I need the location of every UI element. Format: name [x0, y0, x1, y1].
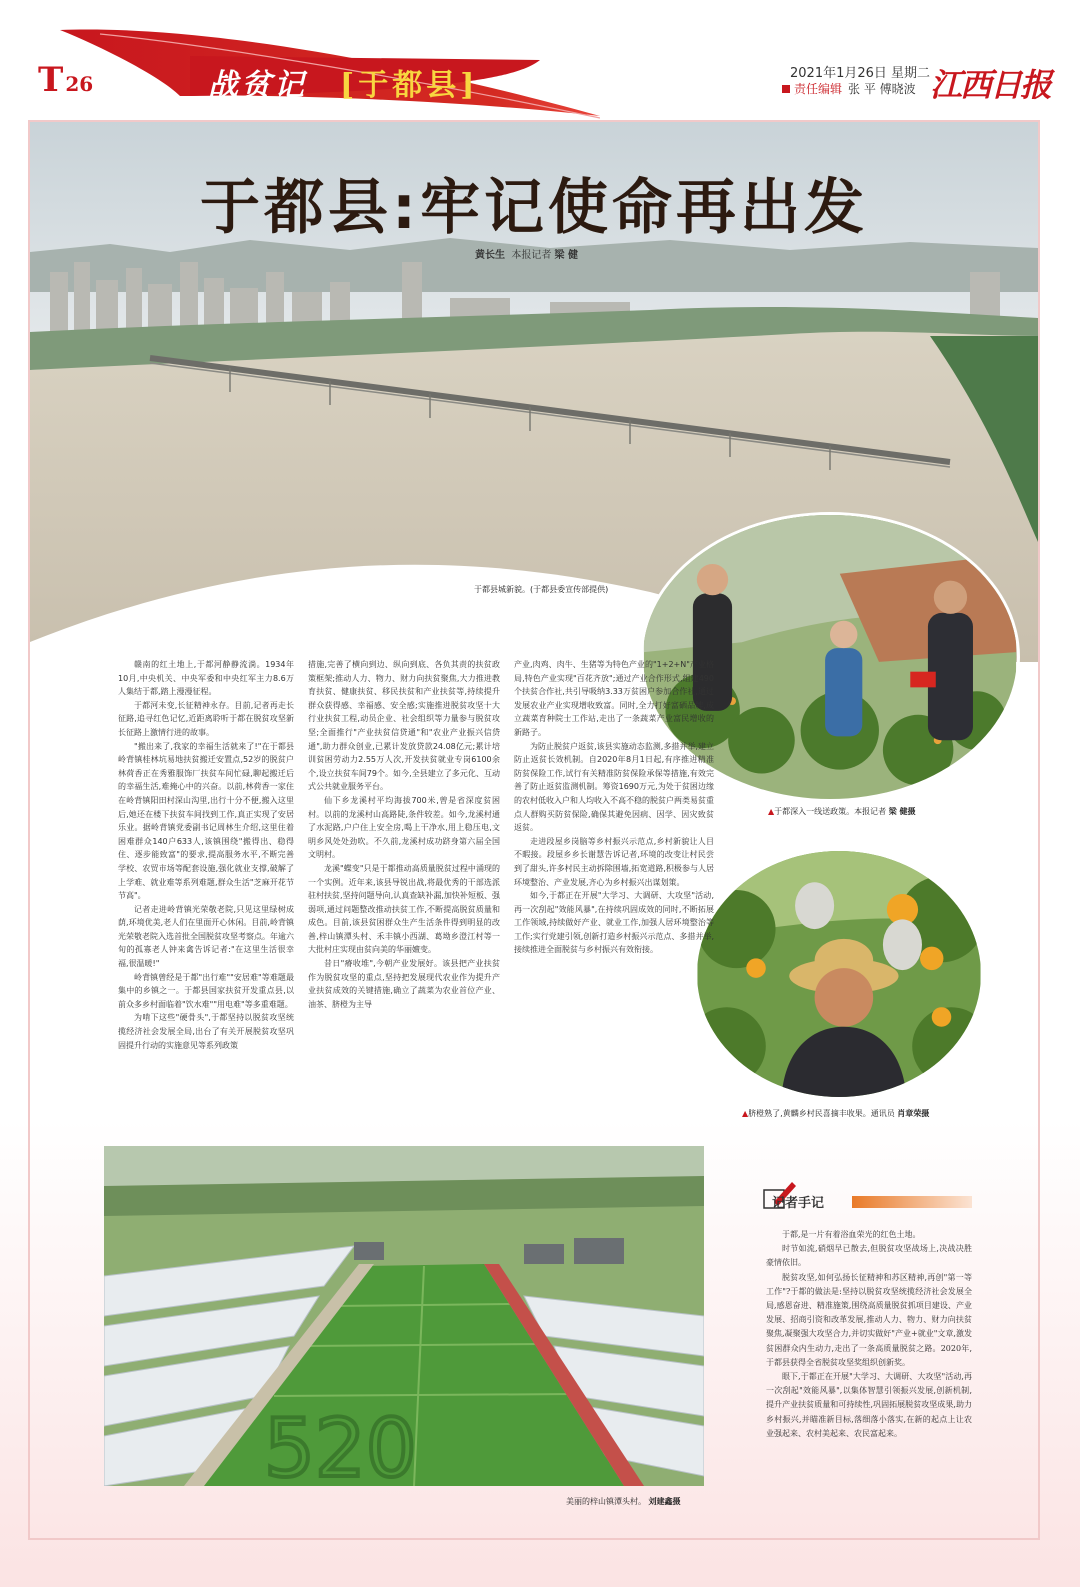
caption-village-aerial: 美丽的梓山镇潭头村。 刘建鑫摄 [566, 1497, 681, 1506]
paragraph: 为啃下这些"硬骨头",于都坚持以脱贫攻坚统揽经济社会发展全局,出台了有关开展脱贫攻坚巩固提升行动的实施意见等系列政策 [118, 1013, 294, 1050]
paragraph: 昔日"瘠收堆",今朝产业发展好。该县把产业扶贫作为脱贫攻坚的重点,坚持把发展现代农业作为提升产业扶贫成效的关键措施,确立了蔬菜为农业首位产业、油茶、脐橙为主导 [308, 959, 500, 1009]
section-title: [于都县] [340, 68, 479, 103]
paragraph: 走进段屋乡岗脑等乡村振兴示范点,乡村新貌让人目不暇接。段屋乡乡长谢慧告诉记者,环境的改变让村民尝到了甜头,许多村民主动拆除围墙,拓宽道路,积极参与人居环境整治、产业发展,齐心为乡村振兴出谋划策。 [514, 836, 714, 887]
reporter-note-title: 记者手记 [772, 1196, 825, 1211]
article-column-3 [514, 658, 714, 1098]
bullet-square-icon [782, 85, 790, 93]
paragraph: 脱贫攻坚,如何弘扬长征精神和苏区精神,再创"第一等工作"?于都的做法是:坚持以脱贫攻坚统揽经济社会发展全局,感恩奋进、精准施策,围绕高质量脱贫抓项目建设、产业发展、招商引资和改革发展,推动人力、物力、财力向扶贫聚焦,凝聚强大攻坚合力,并切实做好"产业+就业"文章,激发贫困群众内生动力,走出了一条高质量脱贫之路。2020年,于都县获得全省脱贫攻坚奖组织创新奖。 [766, 1272, 972, 1367]
paragraph: 岭背镇曾经是于都"出行难""安居难"等难题最集中的乡镇之一。于都县国家扶贫开发重点县,以前众多乡村面临着"饮水难""用电难"等多重难题。 [118, 972, 294, 1009]
caption-policy-visit: ▲于都深入一线送政策。本报记者 梁 健摄 [768, 807, 916, 816]
editor-credit: 责任编辑 张 平 傅晓波 [782, 80, 916, 97]
reporter-note-body [766, 1228, 972, 1488]
column-title: 战贫记 [208, 68, 307, 103]
issue-date: 2021年1月26日 星期二 [790, 66, 931, 81]
paragraph: 赣南的红土地上,于都河静静流淌。1934年10月,中央机关、中央军委和中央红军主力8.6万人集结于都,踏上漫漫征程。 [118, 660, 294, 697]
paragraph: 仙下乡龙溪村平均海拔700米,曾是省深度贫困村。以前的龙溪村山高路陡,条件较差。如今,龙溪村通了水泥路,户户住上安全房,喝上干净水,用上稳压电,文明乡风处处劲吹。不久前,龙溪村成功跻身第六届全国文明村。 [308, 795, 500, 860]
paragraph: 为防止脱贫户返贫,该县实施动态监测,多措并举,建立防止返贫长效机制。自2020年8月1日起,有序推进精准防贫保险工作,试行有关精准防贫保险承保等措施,有效完善了防止返贫监测机制。筹资1690万元,为处于贫困边缘的农村低收入户和人均收入不高不稳的脱贫户两类易贫重点人群购买防贫保险,确保其避免因病、因学、因灾致贫返贫。 [514, 741, 714, 833]
paragraph: 时节如流,硝烟早已散去,但脱贫攻坚战场上,决战决胜豪情依旧。 [766, 1244, 972, 1268]
paragraph: 产业,肉鸡、肉牛、生猪等为特色产业的"1+2+N"产业格局,特色产业实现"百花齐放";通过产业合作形式,组建490个扶贫合作社,共引导吸纳3.33万贫困户参加合作社,通过发展农业产业实现增收致富。同时,全力打好富硒品牌,成立蔬菜育种院士工作站,走出了一条蔬菜产业富民增收的新路子。 [514, 660, 714, 737]
paragraph: 于都河未变,长征精神永存。目前,记者再走长征路,追寻红色记忆,近距离聆听于都在脱贫攻坚新长征路上激情行进的故事。 [118, 700, 294, 737]
field-520-text: 520 [264, 1402, 417, 1486]
hero-caption: 于都县城新貌。(于都县委宣传部提供) [474, 585, 609, 594]
page-header [0, 0, 1080, 112]
caption-triangle-icon: ▲ [768, 807, 775, 816]
paragraph: 如今,于都正在开展"大学习、大调研、大攻坚"活动,再一次刮起"效能风暴",在持续巩固成效的同时,不断拓展工作领域,持续做好产业、就业工作,加强人居环境整治等工作;实行党建引领,创新打造乡村振兴示范点、多措并举,接续推进全面脱贫与乡村振兴有效衔接。 [514, 891, 714, 955]
photo-village-aerial [104, 1146, 704, 1486]
paragraph: 记者走进岭背镇光荣敬老院,只见这里绿树成荫,环境优美,老人们在里面开心休闲。目前,岭背镇光荣敬老院入选首批全国脱贫攻坚考察点。年逾六旬的孤寡老人钟来禽告诉记者:"在这里生活很幸福,很温暖!" [118, 904, 294, 969]
paragraph: "搬出来了,我家的幸福生活就来了!"在于都县岭背镇桂林坑易地扶贫搬迁安置点,52岁的脱贫户林荷香正在秀雅服饰厂扶贫车间忙碌,聊起搬迁后的幸福生活,难掩心中的兴奋。以前,林荷香一家住在岭背镇阳田村深山沟里,出行十分不便,搬入这里后,她还在楼下扶贫车间找到工作,真正实现了安居乐业。据岭背镇党委副书记周林生介绍,这里住着困难群众140户633人,该镇围绕"搬得出、稳得住、逐步能致富"的要求,提高服务水平,不断完善学校、农贸市场等配套设施,强化就业支撑,破解了上学难、就业难等系列难题,群众生活"芝麻开花节节高"。 [118, 741, 294, 901]
caption-orange-harvest: ▲脐橙熟了,黄麟乡村民喜摘丰收果。通讯员 肖章荣摄 [742, 1109, 930, 1118]
reporter-note-bar [852, 1196, 972, 1208]
article-column-2 [308, 658, 500, 1098]
headline: 于都县:牢记使命再出发 [200, 173, 868, 243]
page-number: T 26 [38, 60, 94, 100]
paragraph: 龙溪"蝶变"只是于都推动高质量脱贫过程中涌现的一个实例。近年来,该县导锐出战,将最优秀的干部选派驻村扶贫,坚持问题导向,认真查缺补漏,加快补短板、强弱项,通过问题整改推动扶贫工作,不断提高脱贫质量和成色。目前,该县贫困群众生产生活条件得到明显的改善,梓山镇潭头村、禾丰镇小西湖、葛坳乡澄江村等一大批村庄实现由贫向美的华丽嬗变。 [308, 863, 500, 955]
newspaper-masthead: 江西日报 [930, 66, 1051, 104]
photo-orange-harvest-image [697, 851, 981, 1097]
byline: 黄长生 本报记者 梁 健 [475, 250, 579, 261]
paragraph: 眼下,于都正在开展"大学习、大调研、大攻坚"活动,再一次刮起"效能风暴",以集体智慧引领振兴发展,创新机制,提升产业扶贫质量和可持续性,巩固拓展脱贫攻坚成果,助力乡村振兴,并瞄准新目标,落细落小落实,在新的起点上让农业强起来、农村美起来、农民富起来。 [766, 1372, 972, 1438]
photo-orange-harvest [694, 848, 984, 1100]
caption-triangle-icon: ▲ [742, 1109, 749, 1118]
article-column-1 [118, 658, 294, 1098]
header-ribbon [40, 26, 600, 122]
paragraph: 于都,是一片有着浴血荣光的红色土地。 [782, 1230, 921, 1239]
paragraph: 措施,完善了横向到边、纵向到底、各负其责的扶贫政策框架;推动人力、物力、财力向扶贫聚焦,大力推进教育扶贫、健康扶贫、移民扶贫和产业扶贫等,持续提升群众获得感、幸福感、安全感;实施推进脱贫攻坚十大行业扶贫工程,动员企业、社会组织等力量参与脱贫攻坚;全面推行"产业扶贫信贷通"和"农业产业振兴信贷通",助力群众创业,已累计发放贷款24.08亿元;累计培训贫困劳动力2.55万人次,开发扶贫就业专岗6100余个,设立扶贫车间79个。如今,全县建立了多元化、互动式公共就业服务平台。 [308, 660, 500, 792]
